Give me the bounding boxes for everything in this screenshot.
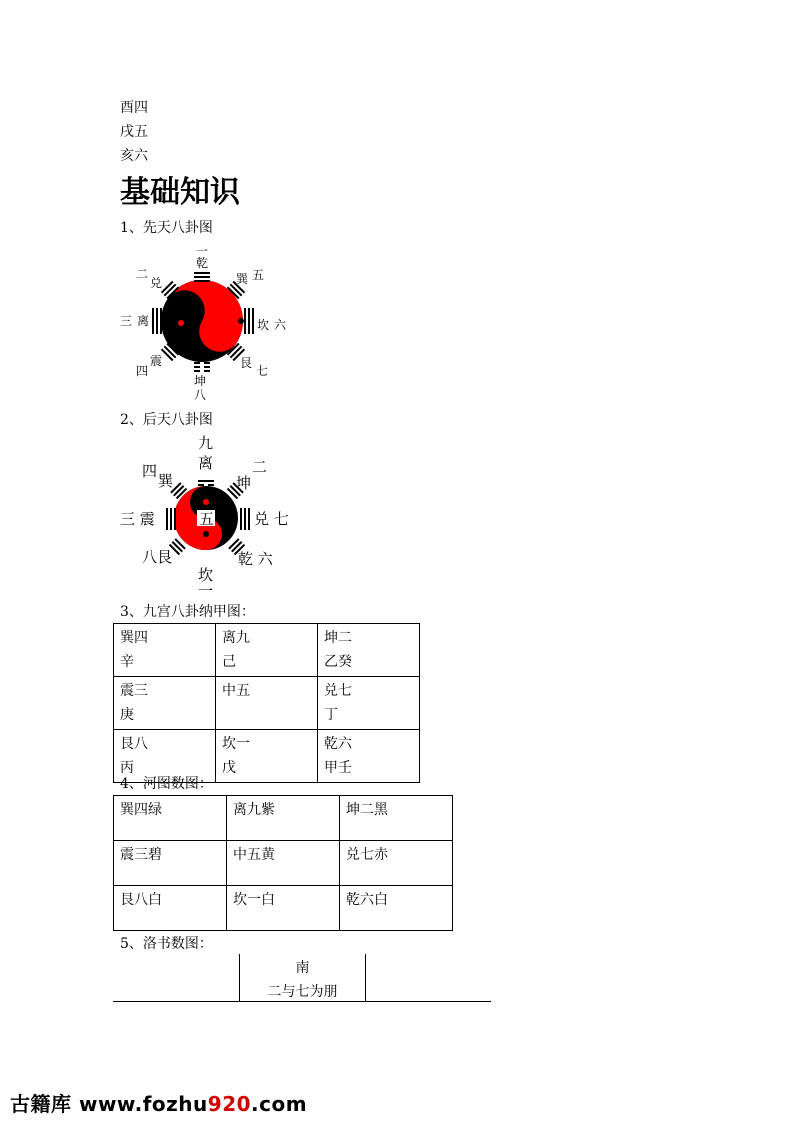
text-line-you: 酉四 [120, 100, 148, 116]
text-line-xu: 戌五 [120, 124, 148, 140]
table-cell: 巽四 辛 [114, 624, 216, 677]
table-cell: 巽四绿 [114, 796, 227, 841]
footer-brand: 古籍库 [10, 1092, 72, 1116]
footer-url-prefix: www.fozhu [78, 1092, 208, 1116]
label-zhen: 三 震 [120, 510, 155, 528]
label-xun: 巽 [158, 472, 174, 490]
label-li: 离 [137, 314, 150, 328]
table-cell: 兑七赤 [340, 841, 453, 886]
caption-houtian: 2、后天八卦图 [120, 412, 213, 428]
luoshu-south: 南 [295, 960, 310, 976]
table-cell: 坎一白 [227, 886, 340, 931]
label-li: 离 [198, 454, 214, 472]
label-li-num: 三 [120, 314, 133, 328]
label-kun: 坤 [194, 374, 207, 388]
caption-hetu: 4、河图数图： [120, 776, 213, 792]
luoshu-right-rule [365, 954, 366, 1002]
table-cell: 艮八白 [114, 886, 227, 931]
table-cell: 乾六白 [340, 886, 453, 931]
label-gen: 八艮 [142, 548, 173, 566]
text-line-hai: 亥六 [120, 148, 148, 164]
table-row [114, 677, 420, 730]
najia-table [113, 623, 420, 783]
label-kun: 坤 [236, 474, 252, 492]
table-cell: 离九 己 [216, 624, 318, 677]
label-qian-num: 一 [196, 244, 209, 258]
caption-luoshu: 5、洛书数图： [120, 936, 213, 952]
table-cell: 坤二黑 [340, 796, 453, 841]
label-gen-num: 七 [256, 364, 269, 378]
table-cell: 震三 庚 [114, 677, 216, 730]
label-dui: 兑 [150, 276, 163, 290]
label-zhen: 震 [150, 354, 163, 368]
label-zhen-num: 四 [136, 364, 149, 378]
table-cell: 兑七 丁 [318, 677, 420, 730]
footer-url-suffix: .com [251, 1092, 308, 1116]
table-cell: 艮八 丙 [114, 730, 216, 783]
caption-xiantian: 1、先天八卦图 [120, 220, 213, 236]
caption-najia: 3、九宫八卦纳甲图： [120, 604, 255, 620]
label-center: 五 [199, 510, 215, 528]
table-row [114, 886, 453, 931]
table-row [114, 796, 453, 841]
section-heading: 基础知识 [120, 175, 240, 210]
label-xun: 巽 [236, 272, 249, 286]
hetu-table [113, 795, 453, 931]
table-cell: 中五黄 [227, 841, 340, 886]
label-kun-num: 八 [194, 388, 207, 402]
footer-url-num: 920 [207, 1092, 252, 1116]
table-cell: 离九紫 [227, 796, 340, 841]
label-gen: 艮 [240, 356, 253, 370]
label-xun-num: 五 [252, 268, 265, 282]
table-cell: 坎一 戊 [216, 730, 318, 783]
footer-watermark [10, 1088, 307, 1117]
label-xun-num: 四 [142, 462, 158, 480]
label-dui: 兑 七 [254, 510, 289, 528]
label-kan: 坎 [257, 318, 270, 332]
label-dui-num: 二 [136, 267, 149, 281]
table-cell: 坤二 乙癸 [318, 624, 420, 677]
table-cell: 震三碧 [114, 841, 227, 886]
label-qian: 乾 [196, 256, 209, 270]
table-row [114, 624, 420, 677]
label-kan-num: 一 [198, 582, 214, 600]
houtian-bagua-diagram [110, 432, 300, 600]
table-row [114, 841, 453, 886]
label-kan-num: 六 [274, 318, 287, 332]
luoshu-south-desc: 二与七为朋 [267, 984, 338, 1000]
table-cell: 乾六 甲壬 [318, 730, 420, 783]
xiantian-bagua-diagram [110, 240, 300, 405]
label-kun-num: 二 [252, 458, 268, 476]
label-li-num: 九 [198, 434, 214, 452]
label-kan: 坎 [198, 566, 214, 584]
label-qian: 乾 六 [238, 550, 273, 568]
table-cell: 中五 [216, 677, 318, 730]
